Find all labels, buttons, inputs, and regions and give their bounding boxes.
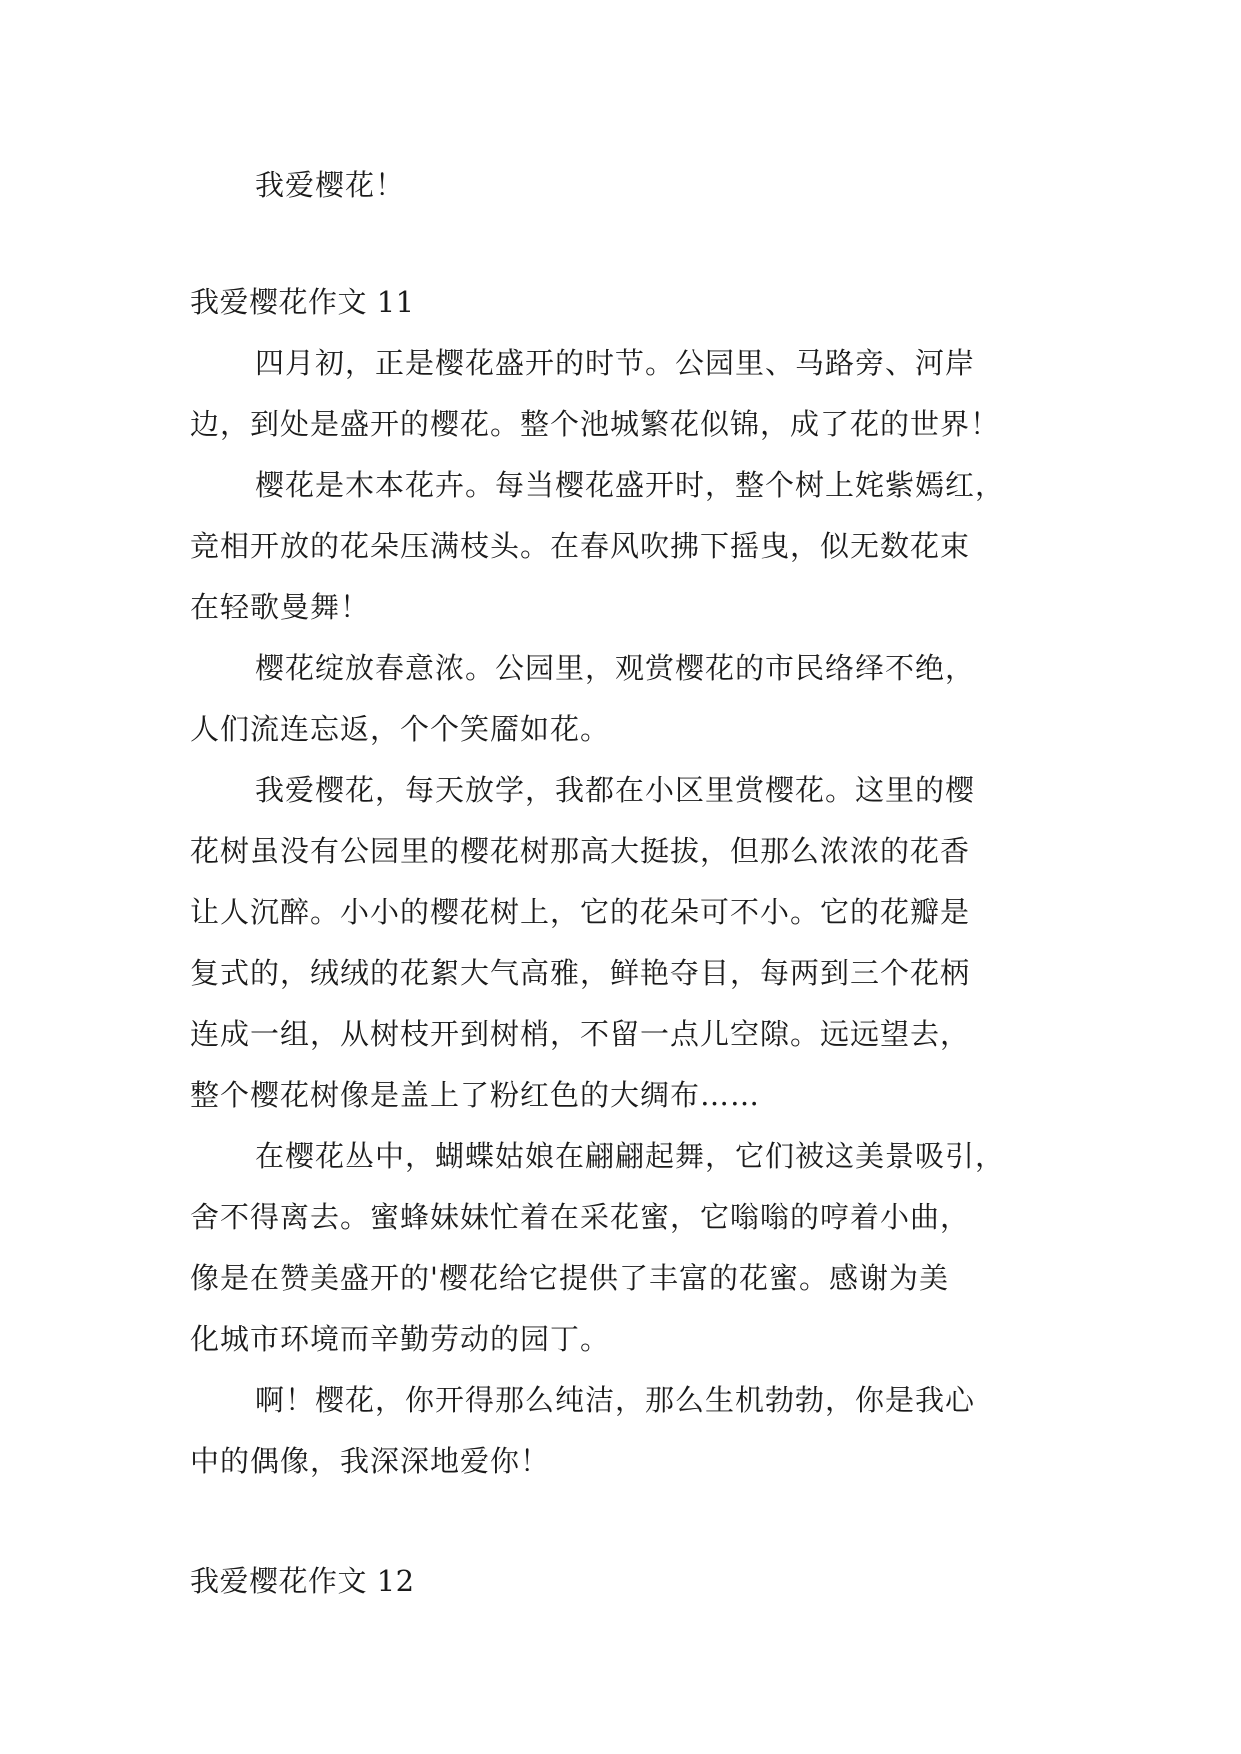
paragraph-line: 樱花绽放春意浓。公园里，观赏樱花的市民络绎不绝， <box>255 651 976 685</box>
paragraph-line: 整个樱花树像是盖上了粉红色的大绸布…… <box>190 1078 761 1112</box>
paragraph-line: 中的偶像，我深深地爱你！ <box>190 1444 551 1478</box>
paragraph-line: 啊！樱花，你开得那么纯洁，那么生机勃勃，你是我心 <box>255 1383 976 1417</box>
paragraph-line: 我爱樱花，每天放学，我都在小区里赏樱花。这里的樱 <box>255 773 976 807</box>
paragraph-line: 在樱花丛中，蝴蝶姑娘在翩翩起舞，它们被这美景吸引， <box>255 1139 1006 1173</box>
paragraph-line: 竞相开放的花朵压满枝头。在春风吹拂下摇曳，似无数花束 <box>190 529 971 563</box>
closing-line: 我爱樱花！ <box>255 168 406 202</box>
paragraph-line: 花树虽没有公园里的樱花树那高大挺拔，但那么浓浓的花香 <box>190 834 971 868</box>
essay-heading: 我爱樱花作文 12 <box>190 1564 415 1598</box>
paragraph-line: 人们流连忘返，个个笑靥如花。 <box>190 712 611 746</box>
paragraph-line: 复式的，绒绒的花絮大气高雅，鲜艳夺目，每两到三个花柄 <box>190 956 971 990</box>
paragraph-line: 在轻歌曼舞！ <box>190 590 371 624</box>
paragraph-line: 舍不得离去。蜜蜂妹妹忙着在采花蜜，它嗡嗡的哼着小曲， <box>190 1200 971 1234</box>
paragraph-line: 化城市环境而辛勤劳动的园丁。 <box>190 1322 611 1356</box>
paragraph-line: 边，到处是盛开的樱花。整个池城繁花似锦，成了花的世界！ <box>190 407 1001 441</box>
paragraph-line: 四月初，正是樱花盛开的时节。公园里、马路旁、河岸 <box>255 346 976 380</box>
paragraph-line: 连成一组，从树枝开到树梢，不留一点儿空隙。远远望去， <box>190 1017 971 1051</box>
paragraph-line: 让人沉醉。小小的樱花树上，它的花朵可不小。它的花瓣是 <box>190 895 971 929</box>
essay-heading: 我爱樱花作文 11 <box>190 285 415 319</box>
paragraph-line: 樱花是木本花卉。每当樱花盛开时，整个树上姹紫嫣红， <box>255 468 1006 502</box>
paragraph-line: 像是在赞美盛开的'樱花给它提供了丰富的花蜜。感谢为美 <box>190 1261 949 1295</box>
